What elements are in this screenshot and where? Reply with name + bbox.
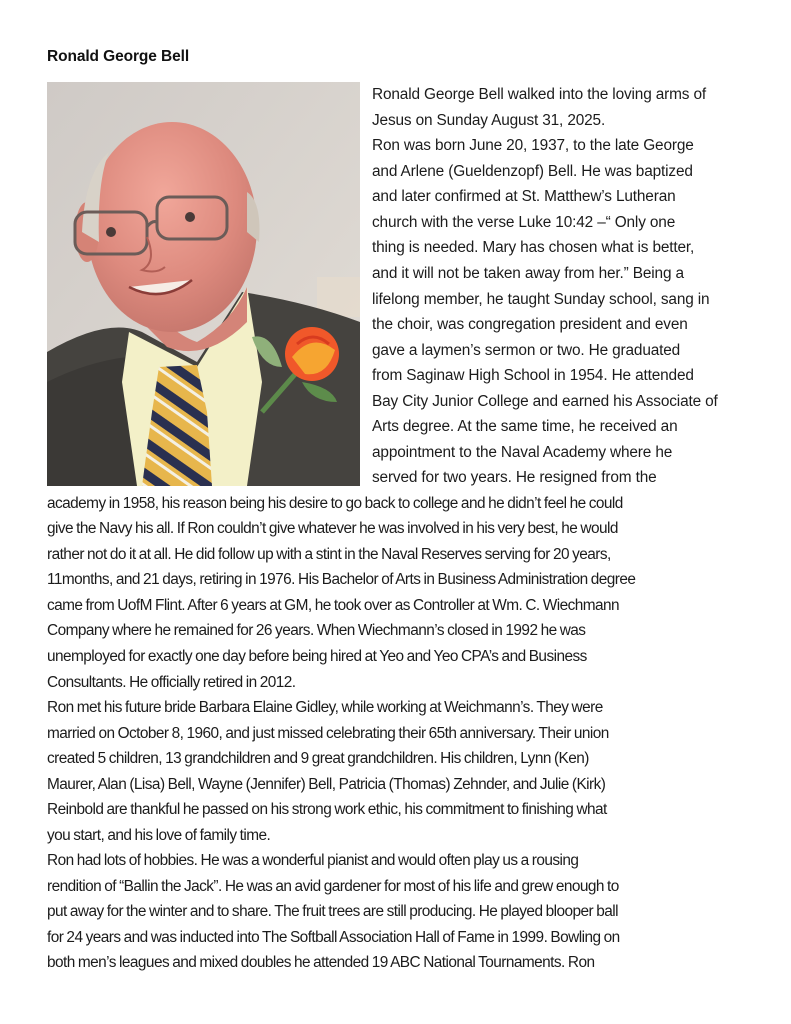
text-line: married on October 8, 1960, and just missed celebrating their 65th anniversary. Their union bbox=[47, 725, 609, 742]
text-line: and Arlene (Gueldenzopf) Bell. He was baptized bbox=[372, 163, 693, 180]
portrait-illustration bbox=[47, 82, 360, 486]
text-line: Ronald George Bell walked into the loving arms of bbox=[372, 86, 706, 103]
text-line: Maurer, Alan (Lisa) Bell, Wayne (Jennifer) Bell, Patricia (Thomas) Zehnder, and Julie (Kirk) bbox=[47, 776, 606, 793]
text-line: rather not do it at all. He did follow up with a stint in the Naval Reserves serving for 20 years, bbox=[47, 546, 611, 563]
text-line: put away for the winter and to share. The fruit trees are still producing. He played blooper ball bbox=[47, 903, 618, 920]
text-line: served for two years. He resigned from the bbox=[372, 469, 657, 486]
text-line: and later confirmed at St. Matthew’s Lutheran bbox=[372, 188, 676, 205]
text-line: 11months, and 21 days, retiring in 1976. His Bachelor of Arts in Business Administration degree bbox=[47, 571, 636, 588]
text-line: Ron had lots of hobbies. He was a wonderful pianist and would often play us a rousing bbox=[47, 852, 579, 869]
text-line: academy in 1958, his reason being his desire to go back to college and he didn’t feel he could bbox=[47, 495, 623, 512]
portrait-photo bbox=[47, 82, 360, 486]
text-line: from Saginaw High School in 1954. He attended bbox=[372, 367, 694, 384]
text-line: you start, and his love of family time. bbox=[47, 827, 271, 844]
text-line: and it will not be taken away from her.” Being a bbox=[372, 265, 684, 282]
obituary-title: Ronald George Bell bbox=[47, 48, 190, 65]
text-line: Ron was born June 20, 1937, to the late George bbox=[372, 137, 694, 154]
text-line: Arts degree. At the same time, he received an bbox=[372, 418, 678, 435]
text-line: gave a laymen’s sermon or two. He graduated bbox=[372, 342, 681, 359]
text-line: rendition of “Ballin the Jack”. He was an avid gardener for most of his life and grew enough to bbox=[47, 878, 619, 895]
text-line: give the Navy his all. If Ron couldn’t give whatever he was involved in his very best, he would bbox=[47, 520, 618, 537]
text-line: church with the verse Luke 10:42 –“ Only one bbox=[372, 214, 676, 231]
text-line: unemployed for exactly one day before being hired at Yeo and Yeo CPA’s and Business bbox=[47, 648, 587, 665]
text-line: lifelong member, he taught Sunday school, sang in bbox=[372, 291, 710, 308]
text-line: Bay City Junior College and earned his Associate of bbox=[372, 393, 718, 410]
text-line: Ron met his future bride Barbara Elaine Gidley, while working at Weichmann’s. They were bbox=[47, 699, 603, 716]
text-line: created 5 children, 13 grandchildren and 9 great grandchildren. His children, Lynn (Ken) bbox=[47, 750, 589, 767]
text-line: Reinbold are thankful he passed on his strong work ethic, his commitment to finishing what bbox=[47, 801, 607, 818]
text-line: both men’s leagues and mixed doubles he attended 19 ABC National Tournaments. Ron bbox=[47, 954, 595, 971]
text-line: came from UofM Flint. After 6 years at GM, he took over as Controller at Wm. C. Wiechmann bbox=[47, 597, 620, 614]
text-line: for 24 years and was inducted into The Softball Association Hall of Fame in 1999. Bowling on bbox=[47, 929, 620, 946]
text-line: the choir, was congregation president and even bbox=[372, 316, 688, 333]
text-line: Jesus on Sunday August 31, 2025. bbox=[372, 112, 606, 129]
text-line: Company where he remained for 26 years. When Wiechmann’s closed in 1992 he was bbox=[47, 622, 586, 639]
text-line: thing is needed. Mary has chosen what is better, bbox=[372, 239, 695, 256]
text-line: Consultants. He officially retired in 2012. bbox=[47, 674, 296, 691]
text-line: appointment to the Naval Academy where he bbox=[372, 444, 673, 461]
